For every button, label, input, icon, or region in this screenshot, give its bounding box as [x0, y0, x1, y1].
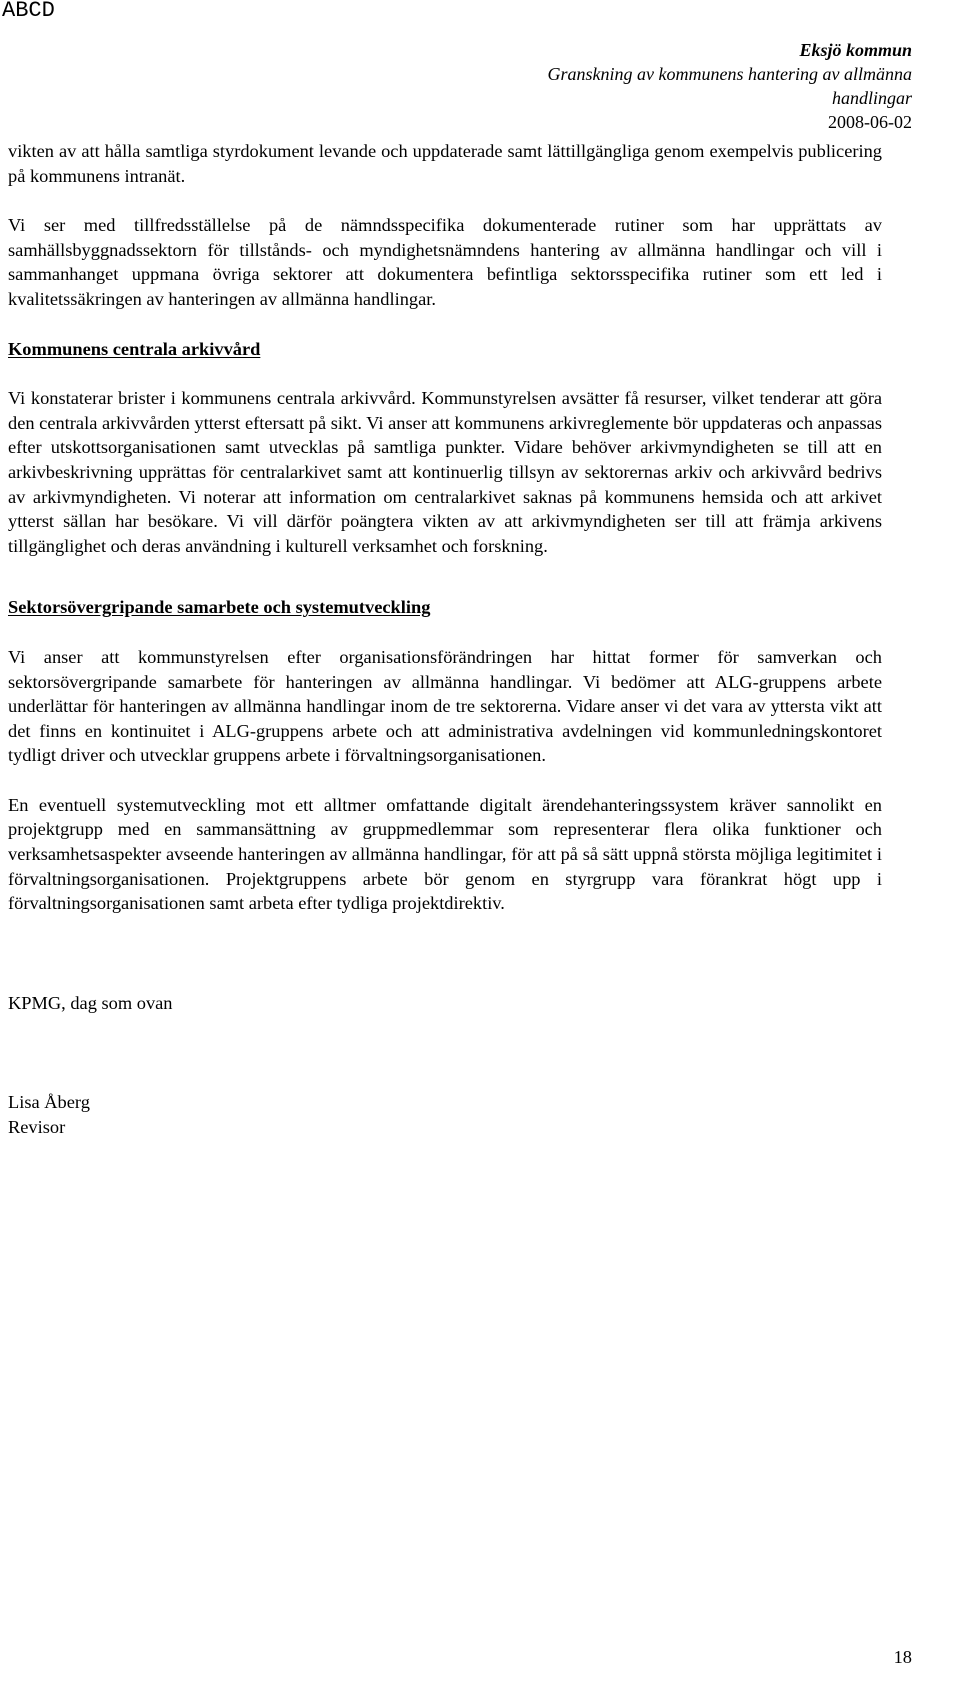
closing-line: KPMG, dag som ovan — [8, 992, 173, 1013]
heading-central-archive: Kommunens centrala arkivvård — [8, 338, 261, 359]
header-organization: Eksjö kommun — [799, 40, 912, 60]
signature-name: Lisa Åberg — [8, 1092, 90, 1113]
running-header — [492, 38, 912, 134]
document-body — [8, 139, 882, 1140]
paragraph-archive-care: Vi konstaterar brister i kommunens centrala arkivvård. Kommunstyrelsen avsätter få resurser, vilket tenderar att göra den centrala arkivvården ytterst eftersatt på sikt. Vi anser att kommunens arkivreglemente bör uppdateras och anpassas efter utskottsorganisationen samt utvecklas på samtliga punkter. Vidare behöver arkivmyndigheten se till att en arkivbeskrivning upprättas för centralarkivet samt att kontinuerlig tillsyn av sektorernas arkiv och arkivvård bedrivs av arkivmyndigheten. Vi noterar att information om centralarkivet saknas på kommunens hemsida och att arkivet ytterst sällan har besökare. Vi vill därför poängtera vikten av att arkivmyndigheten ser till att främja arkivens tillgänglighet och deras användning i kulturell verksamhet och forskning. — [8, 388, 882, 556]
document-code: ABCD — [2, 0, 55, 23]
heading-cooperation: Sektorsövergripande samarbete och systemutveckling — [8, 597, 431, 618]
paragraph-routines: Vi ser med tillfredsställelse på de nämndsspecifika dokumenterade rutiner som har upprättats av samhällsbyggnadssektorn för tillstånds- och myndighetsnämndens hantering av allmänna handlingar och vill i sammanhanget uppmana övriga sektorer att dokumentera befintliga sektorsspecifika rutiner som ett led i kvalitetssäkringen av hanteringen av allmänna handlingar. — [8, 215, 882, 309]
paragraph-intranet: vikten av att hålla samtliga styrdokument levande och uppdaterade samt lättillgängliga genom exempelvis publicering på kommunens intranät. — [8, 141, 882, 186]
header-subject: Granskning av kommunens hantering av allmänna handlingar — [547, 64, 912, 108]
paragraph-system-development: En eventuell systemutveckling mot ett alltmer omfattande digitalt ärendehanteringssystem kräver sannolikt en projektgrupp med en sammansättning av gruppmedlemmar som representerar flera olika funktioner och verksamhetsaspekter avseende hanteringen av allmänna handlingar, för att på så sätt uppnå största möjliga legitimitet i förvaltningsorganisationen. Projektgruppens arbete bör genom en styrgrupp vara förankrat högt upp i förvaltningsorganisationen samt arbeta efter tydliga projektdirektiv. — [8, 794, 882, 914]
page-number: 18 — [893, 1647, 912, 1667]
header-date: 2008-06-02 — [828, 112, 912, 132]
signature-title: Revisor — [8, 1117, 66, 1138]
paragraph-cooperation: Vi anser att kommunstyrelsen efter organisationsförändringen har hittat former för samverkan och sektorsövergripande samarbete för hanteringen av allmänna handlingar. Vi bedömer att ALG-gruppens arbete underlättar för hanteringen av allmänna handlingar inom de tre sektorerna. Vidare anser vi det vara av yttersta vikt att det finns en kontinuitet i ALG-gruppens arbete och att administrativa avdelningen vid kommunledningskontoret tydligt driver och utvecklar gruppens arbete i förvaltningsorganisationen. — [8, 646, 882, 766]
